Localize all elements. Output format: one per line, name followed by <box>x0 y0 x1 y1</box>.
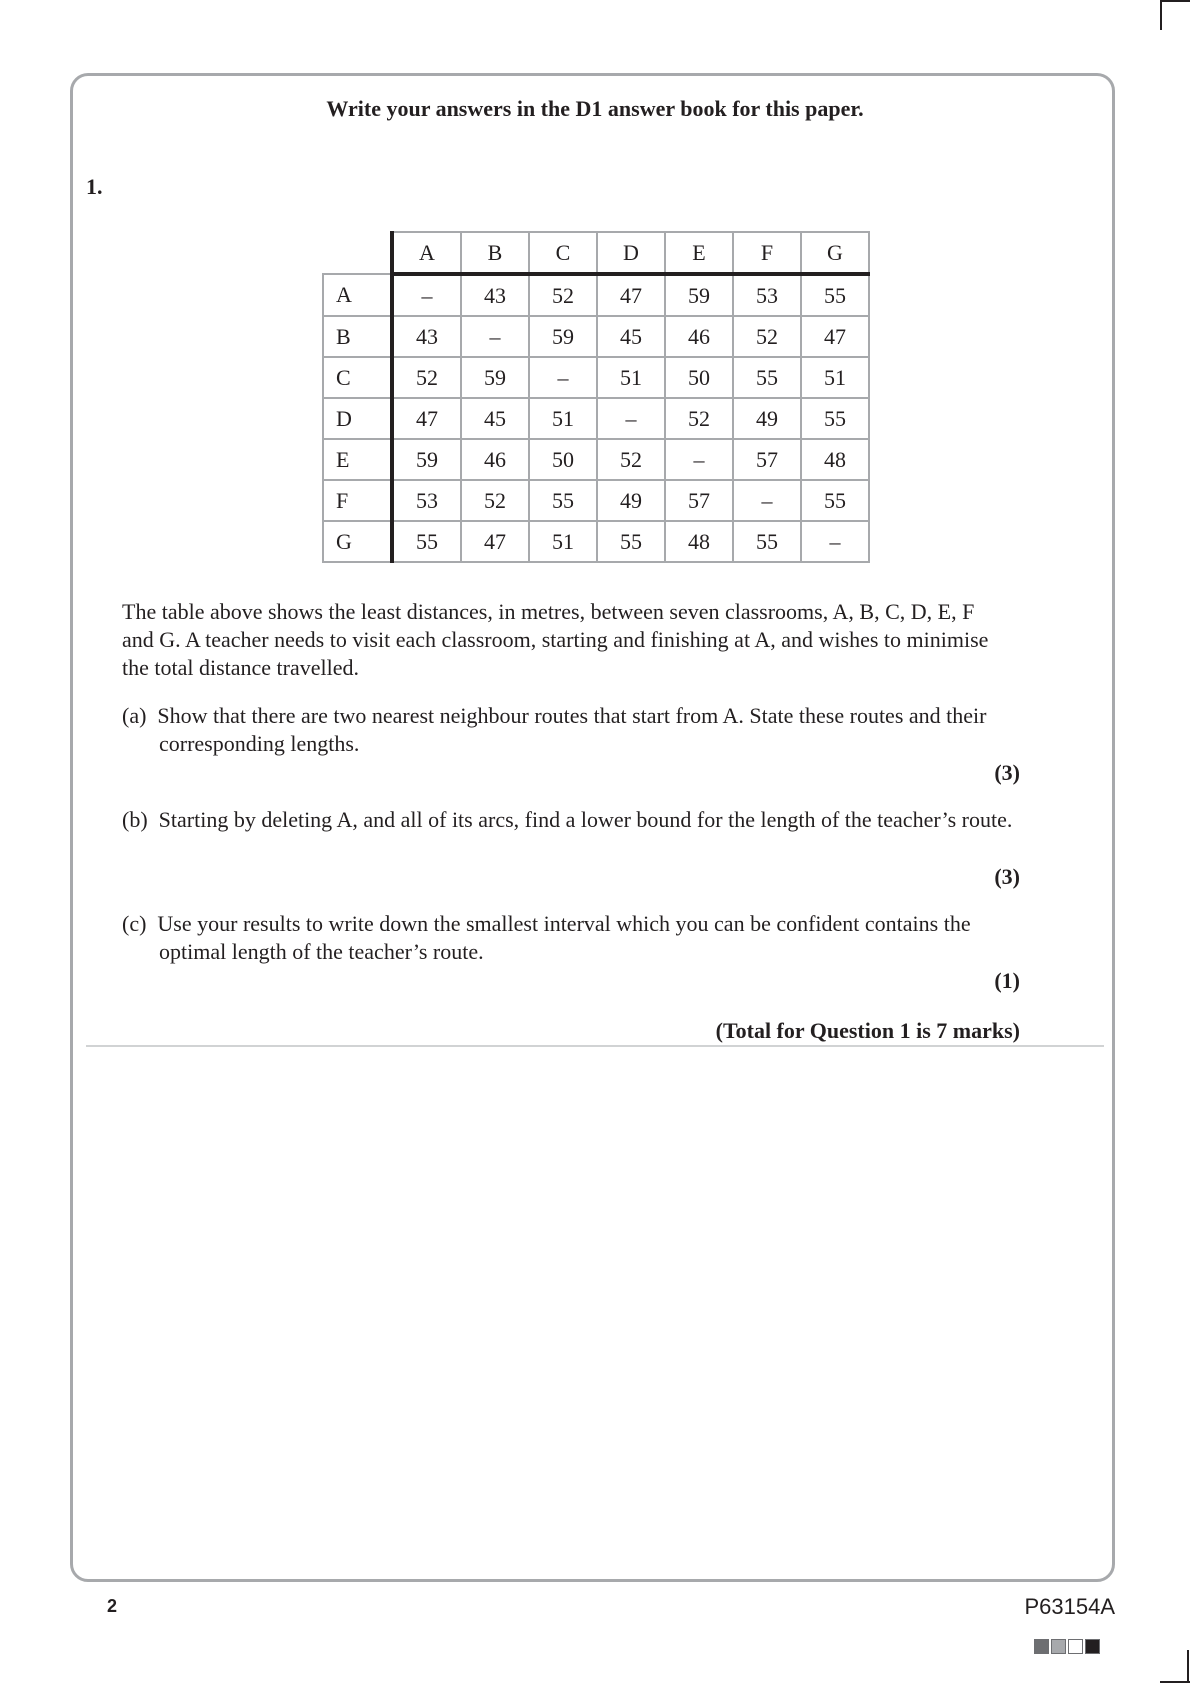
swatch <box>1085 1639 1100 1654</box>
column-header: D <box>597 232 665 274</box>
instruction-heading: Write your answers in the D1 answer book for this paper. <box>326 96 864 121</box>
table-cell: 52 <box>597 439 665 480</box>
table-cell: 47 <box>597 274 665 316</box>
part-text: Starting by deleting A, and all of its arcs, find a lower bound for the length of the teacher’s route. <box>158 807 1013 832</box>
part-b <box>122 806 1039 834</box>
row-header: E <box>323 439 392 480</box>
table-cell: 57 <box>665 480 733 521</box>
crop-mark <box>1160 0 1162 30</box>
swatch <box>1051 1639 1066 1654</box>
table-cell: 45 <box>461 398 529 439</box>
table-cell: 59 <box>392 439 461 480</box>
table-cell: 55 <box>801 398 869 439</box>
table-row <box>323 521 869 562</box>
crop-mark <box>1160 0 1190 2</box>
part-c-marks: (1) <box>994 968 1020 993</box>
table-row <box>323 439 869 480</box>
part-label: (c) <box>122 911 147 936</box>
row-header: D <box>323 398 392 439</box>
table-cell: – <box>392 274 461 316</box>
table-cell: 51 <box>597 357 665 398</box>
row-header: A <box>323 274 392 316</box>
table-cell: 49 <box>733 398 801 439</box>
table-cell: 45 <box>597 316 665 357</box>
table-cell: 47 <box>801 316 869 357</box>
row-header: B <box>323 316 392 357</box>
part-text: Show that there are two nearest neighbour routes that start from A. State these routes and their corresponding lengths. <box>157 703 987 756</box>
color-swatches <box>1034 1639 1100 1654</box>
table-cell: – <box>733 480 801 521</box>
divider <box>86 1045 1104 1047</box>
table-cell: 55 <box>529 480 597 521</box>
table-cell: 49 <box>597 480 665 521</box>
column-header: G <box>801 232 869 274</box>
table-cell: 48 <box>665 521 733 562</box>
table-row <box>323 480 869 521</box>
part-text: Use your results to write down the smallest interval which you can be confident contains the optimal length of the teacher’s route. <box>157 911 971 964</box>
table-cell: 55 <box>392 521 461 562</box>
part-a <box>122 702 1039 758</box>
table-cell: 53 <box>733 274 801 316</box>
table-cell: 53 <box>392 480 461 521</box>
table-cell: – <box>461 316 529 357</box>
table-cell: 47 <box>392 398 461 439</box>
column-header: A <box>392 232 461 274</box>
table-cell: 52 <box>392 357 461 398</box>
table-cell: 51 <box>529 398 597 439</box>
swatch <box>1068 1639 1083 1654</box>
column-header: F <box>733 232 801 274</box>
paper-code: P63154A <box>1024 1594 1115 1619</box>
table-row <box>323 357 869 398</box>
distance-table <box>322 231 870 563</box>
table-cell: 55 <box>801 480 869 521</box>
table-cell: – <box>665 439 733 480</box>
table-cell: 46 <box>665 316 733 357</box>
table-cell: – <box>529 357 597 398</box>
table-cell: 51 <box>529 521 597 562</box>
question-intro: The table above shows the least distances, in metres, between seven classrooms, A, B, C, D, E, F and G. A teacher needs to visit each classroom, starting and finishing at A, and wishes to minimise the total distance travelled. <box>122 599 989 680</box>
question-number: 1. <box>86 174 103 199</box>
part-a-marks: (3) <box>994 760 1020 785</box>
row-header: G <box>323 521 392 562</box>
table-cell: 55 <box>733 357 801 398</box>
table-cell: 50 <box>529 439 597 480</box>
table-cell: 59 <box>529 316 597 357</box>
table-cell: 59 <box>665 274 733 316</box>
question-total: (Total for Question 1 is 7 marks) <box>715 1018 1020 1043</box>
table-corner <box>323 232 392 274</box>
table-row <box>323 274 869 316</box>
part-label: (a) <box>122 703 147 728</box>
table-cell: 48 <box>801 439 869 480</box>
column-header: C <box>529 232 597 274</box>
table-cell: – <box>597 398 665 439</box>
table-cell: 52 <box>529 274 597 316</box>
part-c <box>122 910 1039 966</box>
table-cell: 47 <box>461 521 529 562</box>
table-cell: 55 <box>801 274 869 316</box>
table-cell: 43 <box>392 316 461 357</box>
page-number: 2 <box>107 1596 118 1616</box>
part-b-marks: (3) <box>994 864 1020 889</box>
column-header: E <box>665 232 733 274</box>
table-cell: 55 <box>733 521 801 562</box>
table-cell: 43 <box>461 274 529 316</box>
table-cell: 52 <box>733 316 801 357</box>
table-header-row <box>323 232 869 274</box>
table-row <box>323 316 869 357</box>
table-cell: 57 <box>733 439 801 480</box>
swatch <box>1034 1639 1049 1654</box>
crop-mark <box>1187 1650 1189 1683</box>
table-cell: 59 <box>461 357 529 398</box>
row-header: C <box>323 357 392 398</box>
table-cell: 55 <box>597 521 665 562</box>
part-label: (b) <box>122 807 148 832</box>
table-cell: 52 <box>665 398 733 439</box>
table-row <box>323 398 869 439</box>
table-cell: – <box>801 521 869 562</box>
table-cell: 50 <box>665 357 733 398</box>
table-cell: 51 <box>801 357 869 398</box>
table-cell: 46 <box>461 439 529 480</box>
column-header: B <box>461 232 529 274</box>
row-header: F <box>323 480 392 521</box>
table-cell: 52 <box>461 480 529 521</box>
